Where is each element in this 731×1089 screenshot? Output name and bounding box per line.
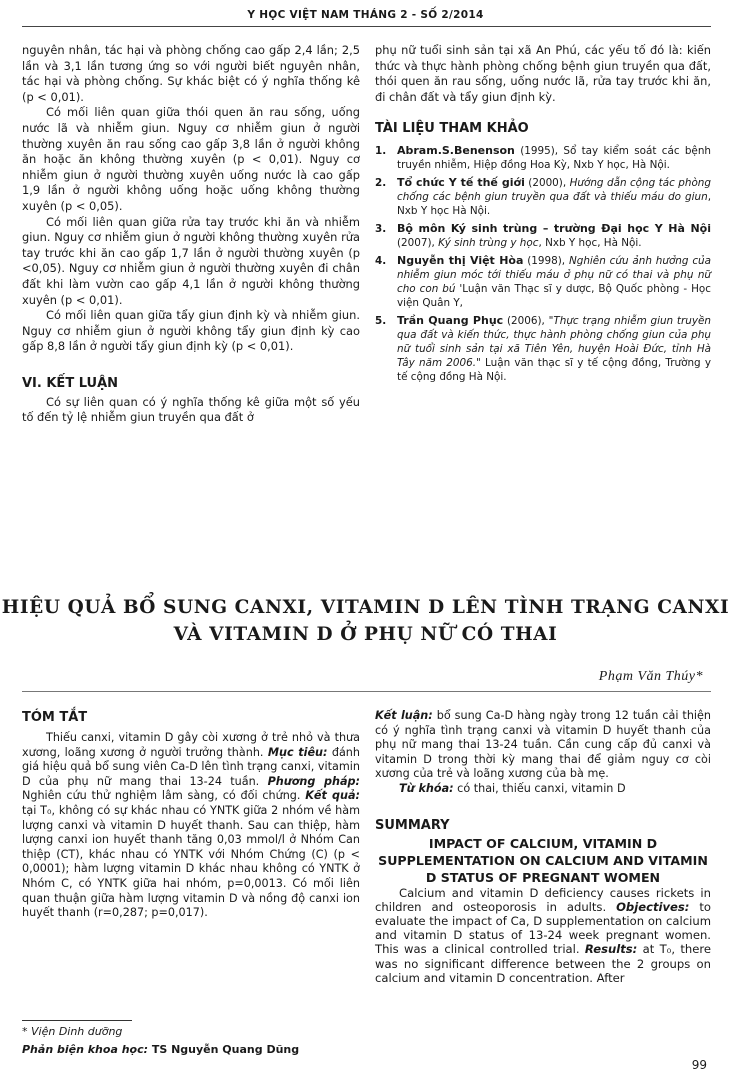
conclusion-paragraph: Kết luận: bổ sung Ca-D hàng ngày trong 12 tuần cải thiện có ý nghĩa tình trạng canxi và vitamin D huyết thanh của phụ nữ mang thai 13-24 tuần. Cần cung cấp đủ canxi và vitamin D trong thời kỳ mang thai để giảm nguy cơ còi xương của trẻ và loãng xương của bà mẹ. (375, 709, 711, 781)
paragraph: phụ nữ tuổi sinh sản tại xã An Phú, các yếu tố đó là: kiến thức và thực hành phòng chống bệnh giun truyền qua đất, thói quen ăn rau sống, uống nước lã, rửa tay trước khi ăn, đi chân đất và tẩy giun định kỳ. (375, 43, 711, 104)
reference-item: 5. Trần Quang Phục (2006), "Thực trạng nhiễm giun truyền qua đất và kiến thức, thực hành phòng chống giun của phụ nữ tuổi sinh sản tại xã Tiên Yên, huyện Hoài Đức, tỉnh Hà Tây năm 2006." Luận văn thạc sĩ y tế cộng đồng, Trường y tế cộng đồng Hà Nội. (375, 314, 712, 384)
article-title-line2: VÀ VITAMIN D Ở PHỤ NỮ CÓ THAI (173, 624, 558, 645)
references-heading: TÀI LIỆU THAM KHẢO (375, 121, 529, 137)
abstract-body: Thiếu canxi, vitamin D gây còi xương ở trẻ nhỏ và thưa xương, loãng xương ở người trưởng thành. Mục tiêu: đánh giá hiệu quả bổ sung viên Ca-D lên tình trạng canxi, vitamin D của phụ nữ mang thai 13-24 tuần. Phương pháp: Nghiên cứu thử nghiệm lâm sàng, có đối chứng. Kết quả: tại T₀, không có sự khác nhau có YNTK giữa 2 nhóm về hàm lượng canxi và vitamin D huyết thanh. Sau can thiệp, hàm lượng canxi ion huyết thanh tăng 0,03 mmol/l ở Nhóm Can thiệp (CT), khác nhau có YNTK với Nhóm Chứng (C) (p < 0,0001); hàm lượng vitamin D khác nhau không có YNTK ở Nhóm C, có YNTK giữa hai nhóm, p=0,0013. Có mối liên quan thuận giữa hàm lượng vitamin D và nồng độ canxi ion huyết thanh (r=0,287; p=0,017). (22, 731, 361, 920)
reference-item: 3. Bộ môn Ký sinh trùng – trường Đại học Y Hà Nội (2007), Ký sinh trùng y học, Nxb Y học, Hà Nội. (375, 222, 711, 250)
reference-item: 4. Nguyễn thị Việt Hòa (1998), Nghiên cứu ảnh hưởng của nhiễm giun móc tới thiếu máu ở phụ nữ có thai và phụ nữ cho con bú 'Luận văn Thạc sĩ y dược, Bộ Quốc phòng - Học viện Quân Y, (375, 254, 712, 310)
paragraph: Có mối liên quan giữa tẩy giun định kỳ và nhiễm giun. Nguy cơ nhiễm giun ở người không tẩy giun định kỳ cao gấp 8,8 lần ở người tẩy giun định kỳ (p < 0,01). (22, 308, 360, 354)
abstract-vi (22, 709, 360, 921)
page-number: 99 (691, 1058, 707, 1072)
footnote-divider (22, 1020, 132, 1021)
right-column-top (375, 43, 711, 388)
journal-header: Y HỌC VIỆT NAM THÁNG 2 - SỐ 2/2014 (247, 9, 484, 21)
summary-body: Calcium and vitamin D deficiency causes rickets in children and osteoporosis in adults. Objectives: to evaluate the impact of Ca, D supplementation on calcium and vitamin D status of 13-24 week pregnant women. This was a clinical controlled trial. Results: at T₀, there was no significant difference between the 2 groups on calcium and vitamin D concentration. After (375, 885, 711, 985)
keywords-paragraph: Từ khóa: có thai, thiếu canxi, vitamin D (399, 781, 626, 795)
reference-item: 1. Abram.S.Benenson (1995), Sổ tay kiểm soát các bệnh truyền nhiễm, Hiệp đồng Hoa Kỳ, Nxb Y học, Hà Nội. (375, 144, 711, 172)
reference-list (375, 144, 711, 384)
summary-title: IMPACT OF CALCIUM, VITAMIN D SUPPLEMENTATION ON CALCIUM AND VITAMIN D STATUS OF PREGNANT WOMEN (378, 835, 708, 885)
reviewer-footnote: Phản biện khoa học: TS Nguyễn Quang Dũng (22, 1043, 300, 1056)
affiliation-footnote: * Viện Dinh dưỡng (22, 1025, 123, 1038)
article-author: Phạm Văn Thúy* (598, 669, 703, 684)
abstract-right (375, 709, 711, 985)
header-divider (22, 26, 711, 27)
left-column-top (22, 43, 360, 426)
paragraph: nguyên nhân, tác hại và phòng chống cao gấp 2,4 lần; 2,5 lần và 3,1 lần tương ứng so với người biết nguyên nhân, tác hại và phòng chống. Sự khác biệt có ý nghĩa thống kê (p < 0,01). (22, 43, 360, 104)
reference-item: 2. Tổ chức Y tế thế giới (2000), Hướng dẫn cộng tác phòng chống các bệnh giun truyền qua đất và thiếu máu do giun, Nxb Y học Hà Nội. (375, 176, 711, 218)
paragraph: Có mối liên quan giữa thói quen ăn rau sống, uống nước lã và nhiễm giun. Nguy cơ nhiễm giun ở người thường xuyên ăn rau sống cao gấp 3,8 lần ở người không ăn hoặc ăn không thường xuyên (p < 0,01). Nguy cơ nhiễm giun ở người thường xuyên uống nước là cao gấp 1,9 lần ở người không uống hoặc uống không thường xuyên (p < 0,05). (22, 105, 360, 213)
title-divider (22, 691, 711, 692)
paragraph: Có mối liên quan giữa rửa tay trước khi ăn và nhiễm giun. Nguy cơ nhiễm giun ở người không thường xuyên rửa tay trước khi ăn cao gấp 1,7 lần ở người thường xuyên (p <0,05). Nguy cơ nhiễm giun ở người thường xuyên đi chân đất khi làm vườn cao gấp 4,1 lần ở người không thường xuyên (p < 0,01). (22, 214, 360, 307)
article-title-line1: HIỆU QUẢ BỔ SUNG CANXI, VITAMIN D LÊN TÌNH TRẠNG CANXI (1, 597, 730, 618)
section-heading-conclusion: VI. KẾT LUẬN (22, 375, 119, 391)
summary-heading: SUMMARY (375, 817, 450, 833)
abstract-heading: TÓM TẮT (22, 710, 88, 725)
paragraph: Có sự liên quan có ý nghĩa thống kê giữa một số yếu tố đến tỷ lệ nhiễm giun truyền qua đất ở (22, 394, 360, 425)
